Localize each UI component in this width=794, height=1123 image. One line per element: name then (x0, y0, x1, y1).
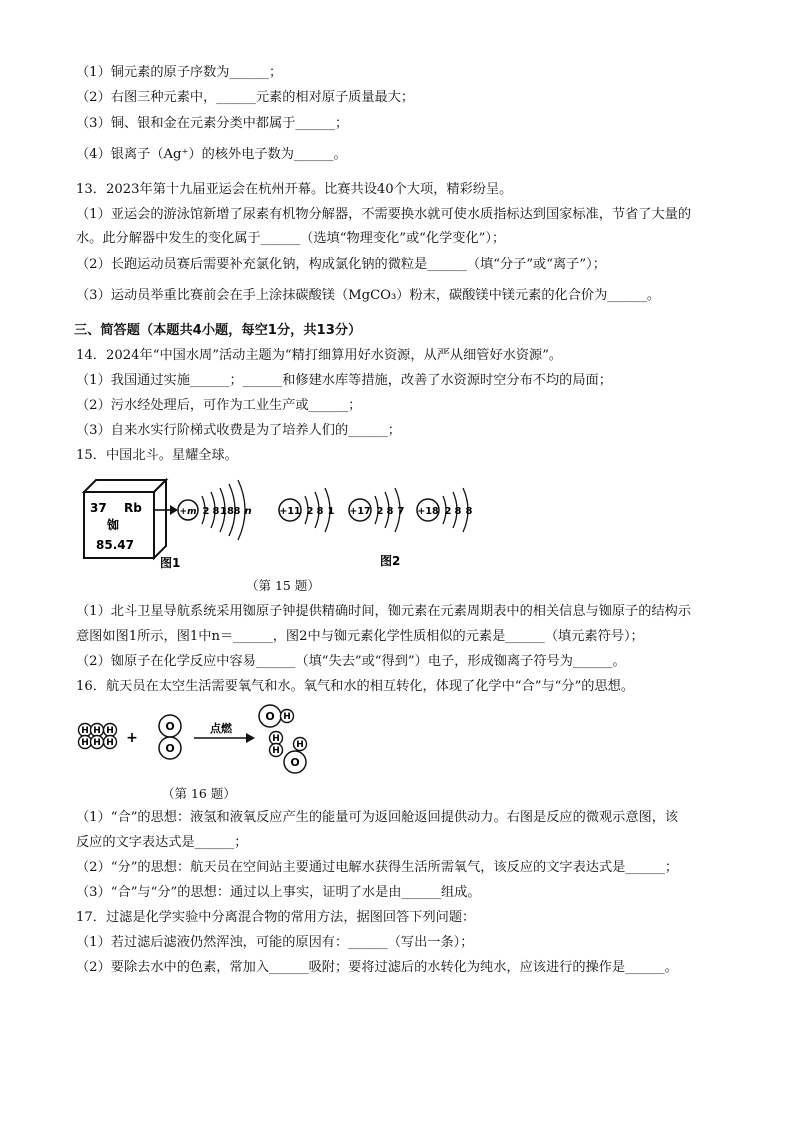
rb-shell-2: 8 (212, 506, 220, 517)
atom-2-nucleus: +17 (349, 506, 371, 517)
atom-2-shell-3: 7 (397, 506, 405, 517)
o-atom: O (165, 720, 175, 733)
q14-sub1: （1）我国通过实施______；______和修建水库等措施，改善了水资源时空分布不均的局面； (76, 373, 612, 388)
arrow-head-icon (170, 505, 178, 515)
atomic-mass: 85.47 (96, 538, 134, 552)
atom-1-shell-1: 2 (306, 506, 314, 517)
atom-2-shell-1: 2 (376, 506, 384, 517)
q12-sub1: （1）铜元素的原子序数为______； (76, 65, 283, 80)
h-atom: H (93, 738, 101, 748)
reaction-arrow-icon (246, 733, 255, 743)
element-name: 铷 (107, 518, 120, 532)
figure-2-label: 图2 (380, 554, 401, 568)
h-atom: H (106, 726, 114, 736)
h-atom: H (81, 738, 89, 748)
q13-stem: 13．2023年第十九届亚运会在杭州开幕。比赛共设40个大项，精彩纷呈。 (76, 182, 513, 197)
q12-sub2: （2）右图三种元素中，______元素的相对原子质量最大； (76, 90, 415, 105)
plus-sign: + (126, 730, 138, 746)
rb-nucleus: +m (179, 507, 197, 517)
element-symbol: Rb (124, 501, 142, 515)
h-atom: H (272, 746, 280, 756)
rb-atom-diagram (178, 480, 252, 540)
q13-sub3: （3）运动员举重比赛前会在手上涂抹碳酸镁（MgCO₃）粉末，碳酸镁中镁元素的化合价为______。 (76, 288, 661, 303)
h-atom: H (93, 726, 101, 736)
section-heading-3: 三、简答题（本题共4小题，每空1分，共13分） (74, 323, 362, 338)
atom-1-shell-2: 8 (316, 506, 324, 517)
q14-sub3: （3）自来水实行阶梯式收费是为了培养人们的______； (76, 423, 401, 438)
element-tile (84, 480, 166, 558)
rb-shell-4: 8 (233, 506, 241, 517)
q13-sub1-line2: 水。此分解器中发生的变化属于______（选填“物理变化”或“化学变化”）； (76, 231, 506, 246)
q16-sub1-line2: 反应的文字表达式是______； (76, 835, 248, 850)
q15-sub1-line2: 意图如图1所示，图1中n＝______，图2中与铷元素化学性质相似的元素是______（填元素符号）； (76, 629, 644, 644)
atom-diagram-1 (279, 488, 335, 532)
q17-sub2: （2）要除去水中的色素，常加入______吸附；要将过滤后的水转化为纯水，应该进行的操作是______。 (76, 960, 678, 975)
h-atom: H (283, 712, 291, 722)
q16-stem: 16．航天员在太空生活需要氧气和水。氧气和水的相互转化，体现了化学中“合”与“分”的思想。 (76, 679, 635, 694)
q15-stem: 15．中国北斗。星耀全球。 (76, 448, 238, 463)
atom-3-shell-3: 8 (465, 506, 473, 517)
figure-15 (74, 472, 484, 572)
o-atom: O (265, 710, 275, 723)
q17-sub1: （1）若过滤后滤液仍然浑浊，可能的原因有：______（写出一条）； (76, 935, 474, 950)
atom-3-nucleus: +18 (417, 506, 439, 517)
h-atom: H (272, 734, 280, 744)
o-atom: O (165, 742, 175, 755)
q16-sub1-line1: （1）“合”的思想：液氢和液氧反应产生的能量可为返回舱返回提供动力。右图是反应的微观示意图，该 (76, 810, 679, 825)
atom-1-shell-3: 1 (327, 506, 335, 517)
o-atom: O (290, 756, 300, 769)
atom-2-shell-2: 8 (386, 506, 394, 517)
element-number: 37 (90, 501, 107, 515)
h-atom: H (106, 738, 114, 748)
figure-15-caption: （第 15 题） (246, 578, 320, 593)
h-atom: H (81, 726, 89, 736)
water-molecules (259, 705, 307, 773)
figure-16-caption: （第 16 题） (162, 786, 236, 801)
hydrogen-molecules (79, 724, 117, 749)
q13-sub2: （2）长跑运动员赛后需要补充氯化钠，构成氯化钠的微粒是______（填“分子”或“离子”）； (76, 257, 606, 272)
q15-sub1-line1: （1）北斗卫星导航系统采用铷原子钟提供精确时间，铷元素在元素周期表中的相关信息与铷原子的结构示 (76, 604, 692, 619)
q16-sub3: （3）“合”与“分”的思想：通过以上事实，证明了水是由______组成。 (76, 885, 481, 900)
q12-sub4: （4）银离子（Ag⁺）的核外电子数为______。 (76, 147, 347, 162)
q14-sub2: （2）污水经处理后，可作为工业生产或______； (76, 398, 362, 413)
atom-3-shell-1: 2 (444, 506, 452, 517)
rb-shell-5: n (244, 506, 252, 517)
h-atom: H (296, 740, 304, 750)
atom-3-shell-2: 8 (454, 506, 462, 517)
q13-sub1-line1: （1）亚运会的游泳馆新增了尿素有机物分解器，不需要换水就可使水质指标达到国家标准，节省了大量的 (76, 207, 692, 222)
reaction-condition: 点燃 (210, 722, 232, 735)
q14-stem: 14．2024年“中国水周”活动主题为“精打细算用好水资源，从严从细管好水资源”。 (76, 348, 563, 363)
figure-16 (74, 702, 324, 782)
q12-sub3: （3）铜、银和金在元素分类中都属于______； (76, 116, 349, 131)
q16-sub2: （2）“分”的思想：航天员在空间站主要通过电解水获得生活所需氧气，该反应的文字表达式是______； (76, 860, 679, 875)
rb-shell-3: 18 (220, 506, 234, 517)
q15-sub2: （2）铷原子在化学反应中容易______（填“失去”或“得到”）电子，形成铷离子符号为______。 (76, 654, 626, 669)
figure-1-label: 图1 (160, 556, 181, 570)
rb-shell-1: 2 (202, 506, 210, 517)
q17-stem: 17．过滤是化学实验中分离混合物的常用方法，据图回答下列问题： (76, 910, 476, 925)
atom-diagram-2 (349, 488, 405, 532)
atom-diagram-3 (417, 488, 473, 532)
atom-1-nucleus: +11 (279, 506, 301, 517)
oxygen-molecule (159, 715, 181, 759)
